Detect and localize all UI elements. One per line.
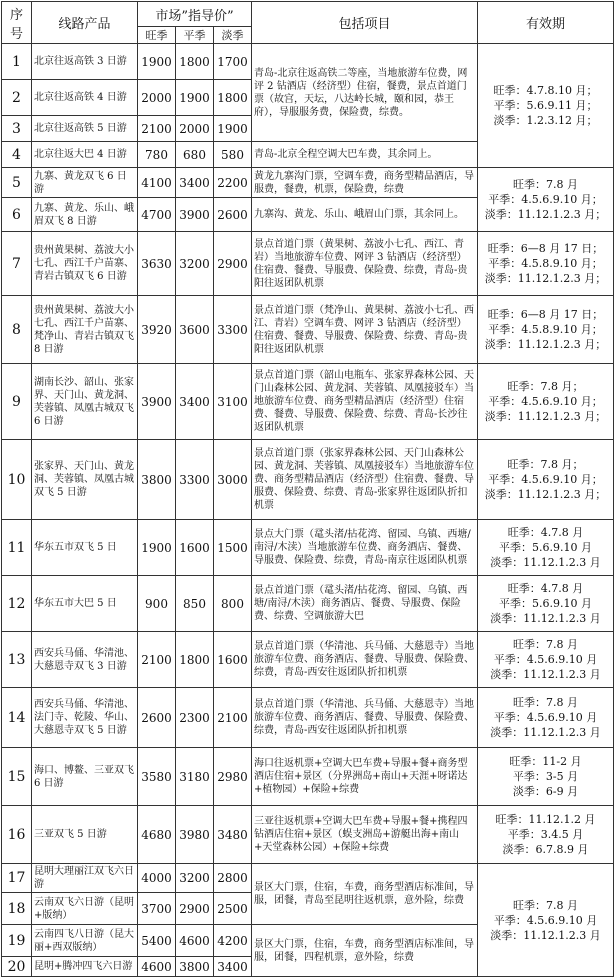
validity-peak: 旺季：4.7.8 月: [507, 582, 584, 595]
validity-off: 淡季：6.7.8.9 月: [502, 843, 589, 856]
row-no: 20: [2, 957, 32, 977]
peak-price: 3700: [138, 893, 176, 925]
off-price: 3480: [214, 806, 252, 864]
row-no: 2: [2, 80, 32, 116]
peak-price: 1900: [138, 44, 176, 80]
validity-flat: 平季：4.5.6.9.10 月；: [488, 395, 603, 408]
validity-off: 淡季：1.2.3.12 月；: [493, 114, 598, 127]
validity-cell: [478, 632, 614, 688]
peak-price: 2600: [138, 688, 176, 748]
route-name: 北京往返大巴 4 日游: [32, 142, 138, 168]
validity-flat: 平季：4.5.8.9.10 月；: [488, 257, 603, 270]
off-price: 3300: [214, 296, 252, 364]
peak-price: 900: [138, 576, 176, 632]
validity-off: 淡季：11.12.1.2.3 月；: [484, 208, 607, 221]
validity-cell: [478, 440, 614, 520]
validity-cell: [478, 364, 614, 440]
flat-price: 3180: [176, 748, 214, 806]
flat-price: 3400: [176, 364, 214, 440]
row-no: 17: [2, 864, 32, 893]
validity-off: 淡季：6-9 月: [512, 785, 579, 798]
flat-price: 1600: [176, 520, 214, 576]
included-items: 黄龙九寨沟门票，空调车费，商务型精品酒店，导服费，餐费，机票，保险费，综费: [252, 168, 478, 198]
row-no: 3: [2, 116, 32, 142]
off-price: 3400: [214, 957, 252, 977]
route-name: 九寨、黄龙双飞 6 日游: [32, 168, 138, 198]
route-name: 贵州黄果树、荔波大小七孔、西江千户苗寨、青岩古镇双飞 6 日游: [32, 232, 138, 296]
off-price: 2980: [214, 748, 252, 806]
route-name: 贵州黄果树、荔波大小七孔、西江千户苗寨、梵净山、青岩古镇双飞 8 日游: [32, 296, 138, 364]
validity-peak: 旺季：11-2 月: [509, 755, 582, 768]
peak-price: 3580: [138, 748, 176, 806]
flat-price: 3980: [176, 806, 214, 864]
validity-peak: 旺季：4.7.8 月: [507, 526, 584, 539]
table-row: [2, 364, 614, 440]
flat-price: 3200: [176, 864, 214, 893]
validity-off: 淡季：11.12.1.2.3 月: [490, 726, 601, 739]
validity-off: 淡季：11.12.1.2.3 月；: [484, 272, 607, 285]
off-price: 2900: [214, 232, 252, 296]
validity-peak: 旺季：7.8 月: [513, 696, 578, 709]
validity-flat: 平季：3.4.5 月: [507, 828, 584, 841]
header-flat: 平季: [176, 27, 214, 44]
route-name: 西安兵马俑、华清池、法门寺、乾陵、华山、大慈恩寺双飞 5 日游: [32, 688, 138, 748]
route-name: 九寨、黄龙、乐山、峨眉双飞 8 日游: [32, 198, 138, 232]
table-row: [2, 44, 614, 80]
included-items: 景点首道门票（华清池、兵马俑、大慈恩寺）当地旅游车位费、商务酒店、餐费、导服费、保险费、综费，青岛-西安往返团队折扣机票: [252, 632, 478, 688]
route-name: 北京往返高铁 3 日游: [32, 44, 138, 80]
row-no: 13: [2, 632, 32, 688]
included-items: 景点首道门票（鼋头渚/拈花湾、留园、乌镇、西塘/南浔/木渎）商务酒店、餐费、导服费、保险费、综费、空调旅游大巴: [252, 576, 478, 632]
row-no: 10: [2, 440, 32, 520]
included-items: 景区大门票，住宿，车费，商务型酒店标准间，导服，团餐，青岛至昆明往返机票，意外险，综费: [252, 864, 478, 925]
included-items: 景点首道门票（韶山电瓶车、张家界森林公园、天门山森林公园、黄龙洞、芙蓉镇、凤凰接驳车）当地旅游车位费、商务型精品酒店（经济型）住宿费、餐费、导服费、保险费、综费、青岛-长沙往返团队机票: [252, 364, 478, 440]
included-items: 青岛-北京全程空调大巴车费，其余同上。: [252, 142, 478, 168]
off-price: 2200: [214, 168, 252, 198]
validity-flat: 平季：4.5.6.9.10 月: [493, 913, 598, 927]
validity-flat: 平季：4.5.6.9.10 月；: [488, 473, 603, 486]
flat-price: 4600: [176, 925, 214, 957]
off-price: 1700: [214, 44, 252, 80]
validity-peak: 旺季：4.7.8.10 月；: [493, 84, 598, 97]
table-row: [2, 632, 614, 688]
route-name: 华东五市大巴 5 日: [32, 576, 138, 632]
peak-price: 4700: [138, 198, 176, 232]
flat-price: 1800: [176, 44, 214, 80]
peak-price: 1900: [138, 520, 176, 576]
off-price: 800: [214, 576, 252, 632]
header-no: 序号: [2, 2, 32, 44]
peak-price: 5400: [138, 925, 176, 957]
included-items: 景区大门票，住宿，车费，商务型酒店标准间，导服，团餐，四程机票，意外险，综费: [252, 925, 478, 977]
validity-flat: 平季：4.5.6.9.10 月: [493, 653, 598, 666]
row-no: 5: [2, 168, 32, 198]
header-off: 淡季: [214, 27, 252, 44]
peak-price: 2000: [138, 80, 176, 116]
validity-flat: 平季：4.5.6.9.10 月: [493, 711, 598, 724]
flat-price: 3400: [176, 168, 214, 198]
table-row: [2, 688, 614, 748]
header-market-price: 市场”指导价”: [138, 2, 252, 27]
flat-price: 3800: [176, 957, 214, 977]
header-validity: 有效期: [478, 2, 614, 44]
validity-off: 淡季：11.12.1.2.3 月: [490, 928, 601, 942]
peak-price: 780: [138, 142, 176, 168]
included-items: 景点大门票（鼋头渚/拈花湾、留园、乌镇、西塘/南浔/木渎）当地旅游车位费、商务酒店、餐费、导服费、保险费、综费，青岛-南京往返团队机票: [252, 520, 478, 576]
route-name: 张家界、天门山、黄龙洞、芙蓉镇、凤凰古城双飞 5 日游: [32, 440, 138, 520]
off-price: 3100: [214, 364, 252, 440]
table-row: [2, 748, 614, 806]
validity-peak: 旺季：7.8 月；: [507, 458, 584, 471]
table-row: [2, 168, 614, 198]
validity-flat: 平季：4.5.6.9.10 月；: [488, 193, 603, 206]
included-items: 九寨沟、黄龙、乐山、峨眉山门票，其余同上。: [252, 198, 478, 232]
route-name: 西安兵马俑、华清池、大慈恩寺双飞 3 日游: [32, 632, 138, 688]
validity-peak: 旺季：6—8 月 17 日；: [487, 242, 604, 255]
peak-price: 4680: [138, 806, 176, 864]
validity-cell: [478, 44, 614, 168]
peak-price: 3800: [138, 440, 176, 520]
off-price: 2500: [214, 893, 252, 925]
route-name: 湖南长沙、韶山、张家界、天门山、黄龙洞、芙蓉镇、凤凰古城双飞 6 日游: [32, 364, 138, 440]
peak-price: 4000: [138, 864, 176, 893]
validity-cell: [478, 688, 614, 748]
row-no: 9: [2, 364, 32, 440]
peak-price: 3900: [138, 364, 176, 440]
off-price: 4200: [214, 925, 252, 957]
flat-price: 3600: [176, 296, 214, 364]
row-no: 18: [2, 893, 32, 925]
validity-off: 淡季：11.12.1.2.3 月；: [484, 410, 607, 423]
validity-cell: [478, 576, 614, 632]
validity-off: 淡季：11.12.1.2.3 月；: [484, 338, 607, 351]
flat-price: 3200: [176, 232, 214, 296]
route-name: 北京往返高铁 4 日游: [32, 80, 138, 116]
row-no: 19: [2, 925, 32, 957]
row-no: 16: [2, 806, 32, 864]
flat-price: 680: [176, 142, 214, 168]
validity-off: 淡季：11.12.1.2.3 月: [490, 668, 601, 681]
route-name: 华东五市双飞 5 日: [32, 520, 138, 576]
validity-peak: 旺季：7.8 月；: [507, 380, 584, 393]
table-row: [2, 440, 614, 520]
row-no: 6: [2, 198, 32, 232]
header-peak: 旺季: [138, 27, 176, 44]
flat-price: 850: [176, 576, 214, 632]
flat-price: 1900: [176, 80, 214, 116]
table-row: [2, 806, 614, 864]
route-name: 昆明大理丽江双飞六日游: [32, 864, 138, 893]
row-no: 11: [2, 520, 32, 576]
validity-flat: 平季：3-5 月: [512, 770, 579, 783]
included-items: 景点首道门票（张家界森林公园、天门山森林公园、黄龙洞、芙蓉镇、凤凰接驳车）当地旅游车位费、商务型精品酒店（经济型）住宿费、餐费、导服费、保险费、综费、青岛-张家界往返团队折扣机票: [252, 440, 478, 520]
price-table: [1, 1, 614, 977]
route-name: 云南四飞八日游（昆大丽+西双版纳）: [32, 925, 138, 957]
row-no: 14: [2, 688, 32, 748]
off-price: 1600: [214, 632, 252, 688]
validity-cell: [478, 806, 614, 864]
row-no: 8: [2, 296, 32, 364]
off-price: 1800: [214, 80, 252, 116]
peak-price: 4600: [138, 957, 176, 977]
validity-peak: 旺季：6—8 月 17 日；: [487, 308, 604, 321]
peak-price: 4100: [138, 168, 176, 198]
validity-flat: 平季：5.6.9.11 月；: [493, 99, 598, 112]
route-name: 三亚双飞 5 日游: [32, 806, 138, 864]
route-name: 云南双飞六日游（昆明+版纳）: [32, 893, 138, 925]
validity-off: 淡季：11.12.1.2.3 月: [490, 556, 601, 569]
off-price: 2600: [214, 198, 252, 232]
route-name: 海口、博鳌、三亚双飞 6 日游: [32, 748, 138, 806]
row-no: 4: [2, 142, 32, 168]
validity-cell: [478, 168, 614, 232]
row-no: 15: [2, 748, 32, 806]
included-items: 景点首道门票（华清池、兵马俑、大慈恩寺）当地旅游车位费、商务酒店、餐费、导服费、保险费、综费，青岛-西安往返团队折扣机票: [252, 688, 478, 748]
peak-price: 3920: [138, 296, 176, 364]
row-no: 1: [2, 44, 32, 80]
included-items: 海口往返机票+空调大巴车费+导服+餐+商务型酒店住宿+景区（分界洲岛+南山+天涯+呀诺达+植物园）+保险+综费: [252, 748, 478, 806]
table-row: [2, 520, 614, 576]
included-items: 景点首道门票（黄果树、荔波小七孔、西江、青岩）当地旅游车位费、网评 3 钻酒店（经济型）住宿费、餐费、导服费、保险费、综费，青岛-贵阳往返团队机票: [252, 232, 478, 296]
peak-price: 2100: [138, 632, 176, 688]
validity-cell: [478, 748, 614, 806]
validity-peak: 旺季：7.8 月: [513, 898, 578, 912]
validity-off: 淡季：11.12.1.2.3 月: [490, 612, 601, 625]
validity-off: 淡季：11.12.1.2.3 月；: [484, 488, 607, 501]
flat-price: 1800: [176, 632, 214, 688]
included-items: 景点首道门票（梵净山、黄果树、荔波小七孔、西江、青岩）空调车费、网评 3 钻酒店（经济型）住宿费、餐费、导服费、保险费、综费、青岛-贵阳往返团队机票: [252, 296, 478, 364]
table-row: [2, 864, 614, 893]
route-name: 昆明+腾冲四飞六日游: [32, 957, 138, 977]
peak-price: 3630: [138, 232, 176, 296]
route-name: 北京往返高铁 5 日游: [32, 116, 138, 142]
validity-peak: 旺季：7.8 月: [513, 638, 578, 651]
validity-flat: 平季：4.5.8.9.10 月；: [488, 323, 603, 336]
included-items: 三亚往返机票+空调大巴车费+导服+餐+携程四钻酒店住宿+景区（蜈支洲岛+游艇出海+南山+天堂森林公园）+保险+综费: [252, 806, 478, 864]
off-price: 3000: [214, 440, 252, 520]
off-price: 2100: [214, 688, 252, 748]
row-no: 12: [2, 576, 32, 632]
validity-cell: [478, 296, 614, 364]
validity-cell: [478, 520, 614, 576]
flat-price: 2000: [176, 116, 214, 142]
header-route: 线路产品: [32, 2, 138, 44]
off-price: 2800: [214, 864, 252, 893]
off-price: 1500: [214, 520, 252, 576]
table-row: [2, 296, 614, 364]
validity-flat: 平季：5.6.9.10 月: [499, 597, 592, 610]
flat-price: 3900: [176, 198, 214, 232]
validity-peak: 旺季：7.8 月: [513, 178, 578, 191]
off-price: 1900: [214, 116, 252, 142]
validity-flat: 平季：5.6.9.10 月: [499, 541, 592, 554]
off-price: 580: [214, 142, 252, 168]
validity-peak: 旺季：11.12.1.2 月: [495, 813, 596, 826]
flat-price: 2300: [176, 688, 214, 748]
flat-price: 3300: [176, 440, 214, 520]
peak-price: 2100: [138, 116, 176, 142]
table-row: [2, 576, 614, 632]
header-includes: 包括项目: [252, 2, 478, 44]
row-no: 7: [2, 232, 32, 296]
flat-price: 2900: [176, 893, 214, 925]
validity-cell: [478, 232, 614, 296]
table-row: [2, 232, 614, 296]
included-items: 青岛-北京往返高铁二等座，当地旅游车位费，网评 2 钻酒店（经济型）住宿，餐费，景点首道门票（故宫，天坛，八达岭长城，颐和园，恭王府），导服服务费，保险费，综费。: [252, 44, 478, 142]
